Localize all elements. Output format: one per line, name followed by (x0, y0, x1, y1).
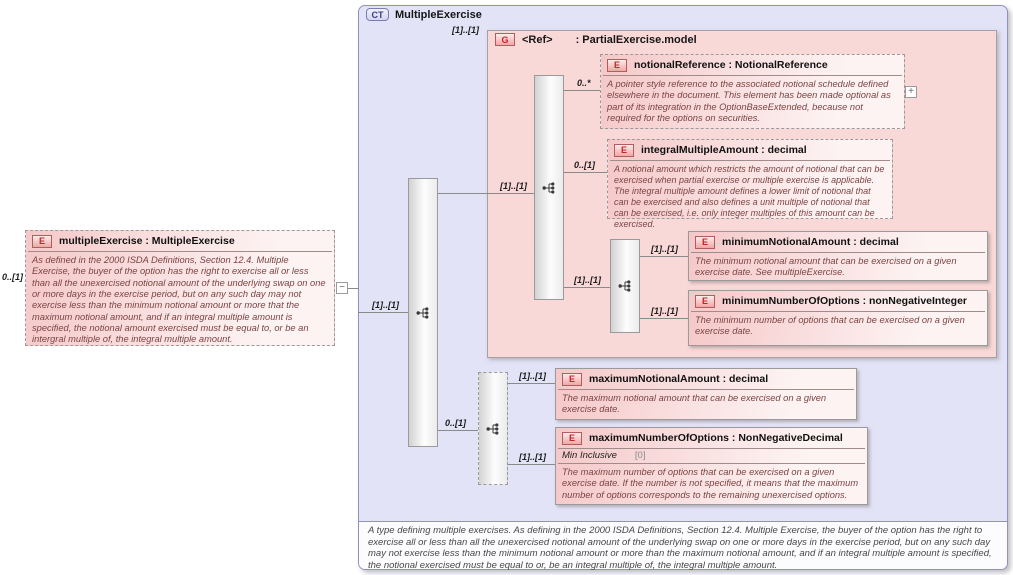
element-header (689, 232, 987, 251)
connector-line (640, 256, 688, 257)
expand-button[interactable]: + (905, 86, 917, 98)
facet-value: [0] (634, 450, 646, 461)
element-box-integralmultipleamount[interactable] (607, 139, 893, 229)
element-badge-icon: E (695, 236, 715, 249)
group-header (495, 33, 697, 46)
cardinality-label: [1]..[1] (500, 181, 527, 191)
element-badge-icon: E (614, 144, 634, 157)
element-title: multipleExercise : MultipleExercise (59, 235, 235, 247)
cardinality-label: [1]..[1] (372, 300, 399, 310)
element-header (556, 369, 856, 388)
cardinality-label: [1]..[1] (452, 25, 479, 35)
connector-line (564, 287, 610, 288)
element-title: minimumNotionalAmount : decimal (722, 236, 899, 248)
group-badge-icon: G (495, 33, 515, 46)
element-title: maximumNotionalAmount : decimal (589, 373, 769, 385)
connector-line (348, 288, 359, 289)
element-title: maximumNumberOfOptions : NonNegativeDecimal (589, 432, 843, 444)
cardinality-label: 0..[1] (445, 418, 467, 428)
sequence-icon (618, 280, 632, 292)
cardinality-label: [1]..[1] (651, 244, 678, 254)
cardinality-label: [1]..[1] (519, 452, 546, 462)
cardinality-label: 0..[1] (2, 272, 24, 282)
connector-line (437, 193, 534, 194)
sequence-icon (486, 423, 500, 435)
connector-line (508, 464, 555, 465)
element-title: integralMultipleAmount : decimal (641, 144, 807, 156)
group-type-label: : PartialExercise.model (575, 33, 697, 46)
element-annotation: A pointer style reference to the associated notional schedule defined elsewhere in the document. This element has been made optional as part of its integration in the OptionBaseExtended, because not required for the options on securities. (607, 79, 891, 123)
sequence-icon (416, 307, 430, 319)
complextype-badge-icon: CT (366, 8, 389, 21)
element-box-multipleexercise[interactable] (25, 230, 335, 346)
element-header (26, 231, 334, 250)
element-badge-icon: E (562, 432, 582, 445)
element-box-minimumnumberofoptions[interactable] (688, 290, 988, 346)
sequence-connector-minimum[interactable] (610, 239, 640, 333)
element-badge-icon: E (607, 59, 627, 72)
facet-row (556, 449, 867, 462)
sequence-connector-main[interactable] (408, 178, 438, 447)
connector-line (437, 430, 478, 431)
element-annotation: The minimum notional amount that can be exercised on a given exercise date. See multipleExercise. (695, 256, 957, 278)
sequence-connector-maximum[interactable] (478, 372, 508, 485)
sequence-connector-group[interactable] (534, 75, 564, 300)
element-header (689, 291, 987, 310)
element-box-notionalreference[interactable] (600, 54, 905, 129)
element-title: minimumNumberOfOptions : nonNegativeInteger (722, 295, 968, 307)
element-header (608, 140, 892, 159)
cardinality-label: 0..* (577, 78, 591, 88)
complextype-title: MultipleExercise (395, 8, 482, 21)
element-annotation: The maximum number of options that can be exercised on a given exercise date. If the number is not specified, it means that the maximum number of options corresponds to the remaining unexercised options. (562, 467, 859, 500)
cardinality-label: [1]..[1] (519, 371, 546, 381)
group-ref-label: <Ref> (522, 33, 553, 46)
element-annotation: As defined in the 2000 ISDA Definitions, Section 12.4. Multiple Exercise, the buyer of the option has the right to exercise all or less than all the unexercised notional amount of the underlying swap on one or more days in the exercise period, but on any such day may not exercise less than the minimum notional amount or more that the maximum notional amount, and if an integral multiple amount is specified, the notional amount exercised must be equal to, or be an intergral multiple of, the integral multiple amount. (32, 255, 326, 345)
connector-line (358, 312, 408, 313)
element-box-maximumnumberofoptions[interactable] (555, 427, 868, 505)
collapse-button[interactable]: − (336, 282, 348, 294)
element-header (601, 55, 904, 74)
element-title: notionalReference : NotionalReference (634, 59, 828, 71)
complextype-header (366, 8, 482, 21)
element-annotation: The maximum notional amount that can be exercised on a given exercise date. (562, 393, 827, 415)
connector-line (564, 90, 600, 91)
sequence-icon (542, 182, 556, 194)
element-annotation: The minimum number of options that can be exercised on a given exercise date. (695, 315, 965, 337)
element-box-maximumnotionalamount[interactable] (555, 368, 857, 420)
complextype-annotation: A type defining multiple exercises. As defining in the 2000 ISDA Definitions, Section 12.4. Multiple Exercise, the buyer of the option has the right to exercise all or less than all the unexercised notional amount of the underlying swap on one or more days in the exercise period, but on any such day may not exercise less than the minimum notional amount or more than the maximum notional amount, and if an integral multiple amount is specified, the notional exercised must be equal to or, be an integral multiple of, the integral multiple amount. (359, 521, 1007, 569)
connector-line (640, 318, 688, 319)
element-badge-icon: E (32, 235, 52, 248)
connector-line (564, 172, 607, 173)
facet-name: Min Inclusive (562, 450, 617, 461)
cardinality-label: [1]..[1] (574, 275, 601, 285)
cardinality-label: 0..[1] (574, 160, 596, 170)
element-annotation: A notional amount which restricts the amount of notional that can be exercised when partial exercise or multiple exercise is applicable. The integral multiple amount defines a lower limit of notional that can be exercised and also defines a unit multiple of notional that can be exercised, i.e. only integer multiples of this amount can be exercised. (614, 164, 885, 229)
connector-line (508, 383, 555, 384)
element-box-minimumnotionalamount[interactable] (688, 231, 988, 281)
element-badge-icon: E (695, 295, 715, 308)
element-badge-icon: E (562, 373, 582, 386)
element-header (556, 428, 867, 447)
cardinality-label: [1]..[1] (651, 306, 678, 316)
